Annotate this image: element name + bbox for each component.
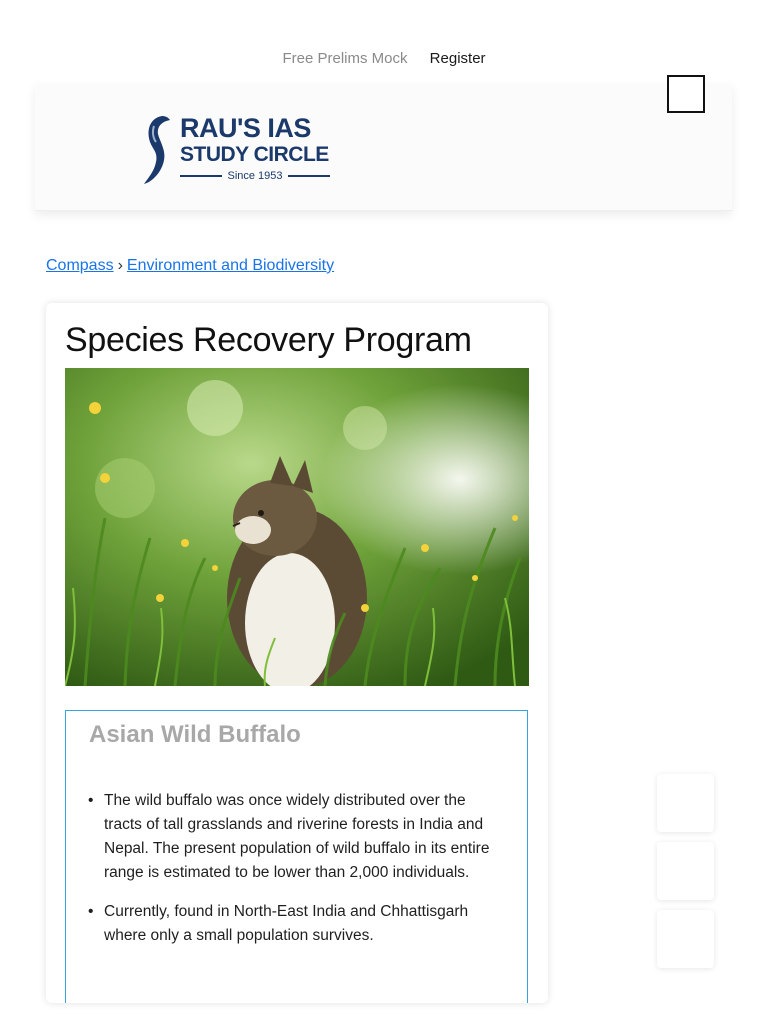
breadcrumb <box>46 257 334 275</box>
breadcrumb-compass[interactable]: Compass <box>46 257 114 274</box>
free-prelims-mock-link[interactable]: Free Prelims Mock <box>282 50 408 67</box>
article-hero-image <box>65 368 529 686</box>
site-logo[interactable] <box>140 110 340 186</box>
logo-rule-right <box>288 175 330 177</box>
species-heading: Asian Wild Buffalo <box>89 721 301 748</box>
logo-title: RAU'S IAS <box>180 113 311 143</box>
top-links-bar <box>0 50 768 72</box>
wildcat-in-grass-photo-icon <box>65 368 529 686</box>
site-header <box>35 84 732 211</box>
logo-rule-left <box>180 175 222 177</box>
logo-subtitle: STUDY CIRCLE <box>180 143 329 166</box>
breadcrumb-environment[interactable]: Environment and Biodiversity <box>126 257 335 274</box>
logo-since <box>180 170 330 182</box>
register-link[interactable]: Register <box>429 50 486 67</box>
logo-since-text: Since 1953 <box>227 170 283 182</box>
floating-action-button-3[interactable] <box>657 910 714 968</box>
breadcrumb-separator: › <box>117 257 123 274</box>
page-title: Species Recovery Program <box>65 321 472 359</box>
logo-mark-icon <box>140 112 174 186</box>
article-card <box>46 303 548 1003</box>
list-item: • The wild buffalo was once widely distributed over the tracts of tall grasslands and riverine forests in India and Nepal. The present population of wild buffalo in its entire range is estimated to be lower than 2,000 individuals. <box>88 789 506 885</box>
floating-action-button-2[interactable] <box>657 842 714 900</box>
menu-toggle-button[interactable] <box>667 75 705 113</box>
list-item: • Currently, found in North-East India and Chhattisgarh where only a small population survives. <box>88 900 506 948</box>
floating-action-button-1[interactable] <box>657 774 714 832</box>
species-infobox <box>65 710 528 1003</box>
species-facts-list <box>88 789 506 963</box>
